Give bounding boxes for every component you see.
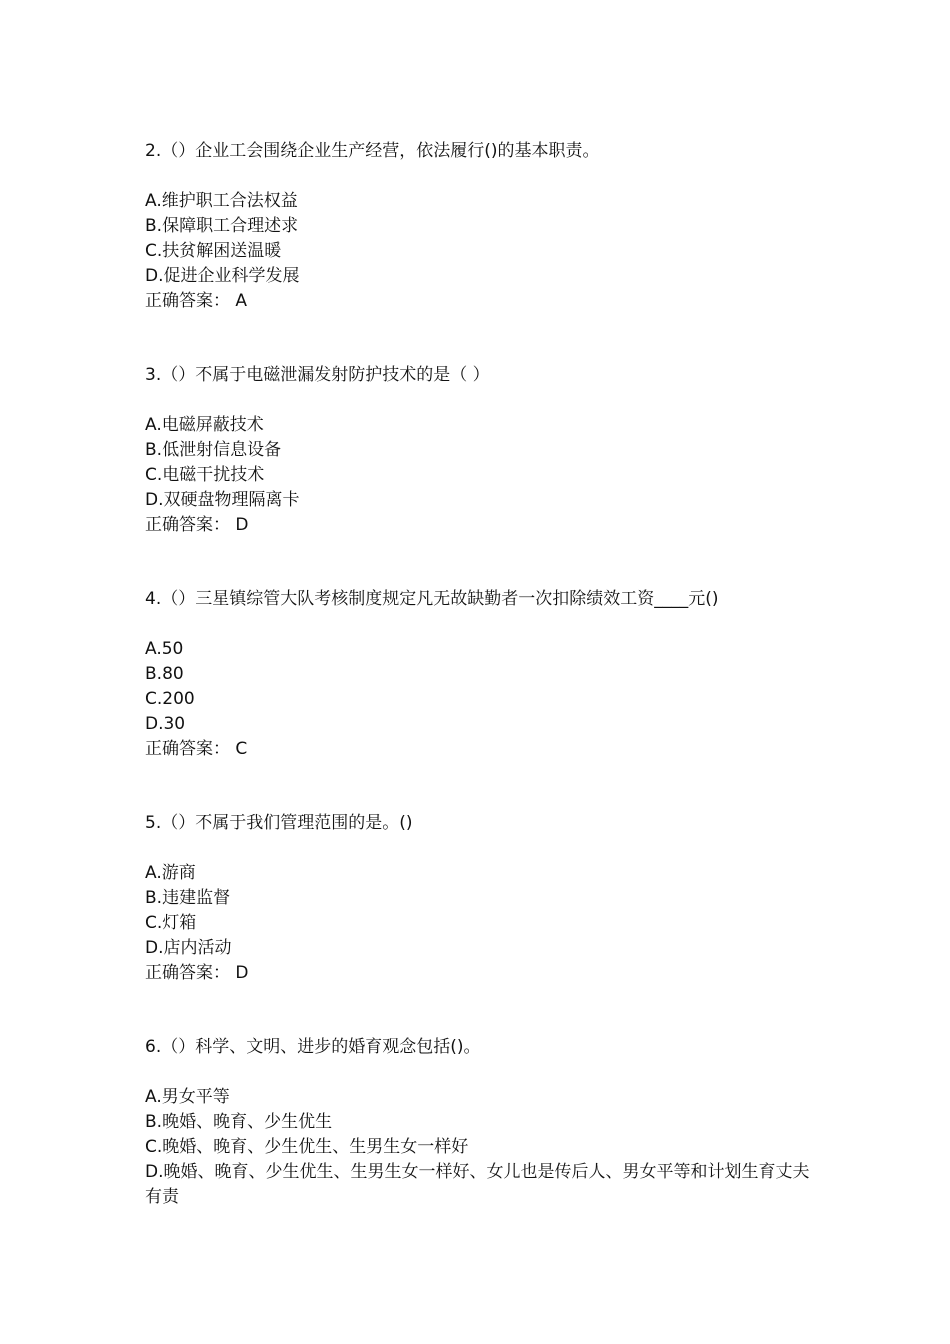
option-c: C.晚婚、晚育、少生优生、生男生女一样好 bbox=[145, 1137, 469, 1157]
question-stem: 6.（）科学、文明、进步的婚育观念包括()。 bbox=[145, 1037, 481, 1057]
option-a: A.电磁屏蔽技术 bbox=[145, 415, 264, 435]
option-d: D.店内活动 bbox=[145, 938, 232, 958]
answer-value: D bbox=[235, 515, 249, 535]
answer-line bbox=[145, 289, 825, 314]
question-4 bbox=[145, 587, 825, 762]
question-stem: 3.（）不属于电磁泄漏发射防护技术的是（ ） bbox=[145, 365, 490, 385]
option-a: A.游商 bbox=[145, 863, 196, 883]
option-c: C.扶贫解困送温暖 bbox=[145, 241, 282, 261]
answer-value: A bbox=[235, 291, 248, 311]
option-b: B.保障职工合理述求 bbox=[145, 216, 299, 236]
option-a: A.维护职工合法权益 bbox=[145, 191, 298, 211]
option-c: C.电磁干扰技术 bbox=[145, 465, 265, 485]
question-stem: 5.（）不属于我们管理范围的是。() bbox=[145, 813, 413, 833]
answer-label: 正确答案： bbox=[145, 963, 230, 983]
option-d: D.促进企业科学发展 bbox=[145, 266, 300, 286]
answer-label: 正确答案： bbox=[145, 515, 230, 535]
option-b: B.低泄射信息设备 bbox=[145, 440, 282, 460]
option-d: D.30 bbox=[145, 714, 186, 734]
option-c: C.200 bbox=[145, 689, 195, 709]
option-d: D.双硬盘物理隔离卡 bbox=[145, 490, 300, 510]
answer-line bbox=[145, 961, 825, 986]
answer-line bbox=[145, 513, 825, 538]
option-b: B.违建监督 bbox=[145, 888, 231, 908]
question-stem: 4.（）三星镇综管大队考核制度规定凡无故缺勤者一次扣除绩效工资____元() bbox=[145, 589, 719, 609]
option-a: A.50 bbox=[145, 639, 184, 659]
answer-value: D bbox=[235, 963, 249, 983]
question-2 bbox=[145, 139, 825, 314]
option-d: D.晚婚、晚育、少生优生、生男生女一样好、女儿也是传后人、男女平等和计划生育丈夫有责 bbox=[145, 1162, 810, 1207]
question-6 bbox=[145, 1035, 825, 1210]
option-a: A.男女平等 bbox=[145, 1087, 230, 1107]
answer-label: 正确答案： bbox=[145, 291, 230, 311]
answer-line bbox=[145, 737, 825, 762]
question-5 bbox=[145, 811, 825, 986]
option-b: B.晚婚、晚育、少生优生 bbox=[145, 1112, 333, 1132]
answer-value: C bbox=[235, 739, 248, 759]
option-b: B.80 bbox=[145, 664, 184, 684]
question-stem: 2.（）企业工会围绕企业生产经营，依法履行()的基本职责。 bbox=[145, 141, 600, 161]
option-c: C.灯箱 bbox=[145, 913, 197, 933]
question-3 bbox=[145, 363, 825, 538]
answer-label: 正确答案： bbox=[145, 739, 230, 759]
